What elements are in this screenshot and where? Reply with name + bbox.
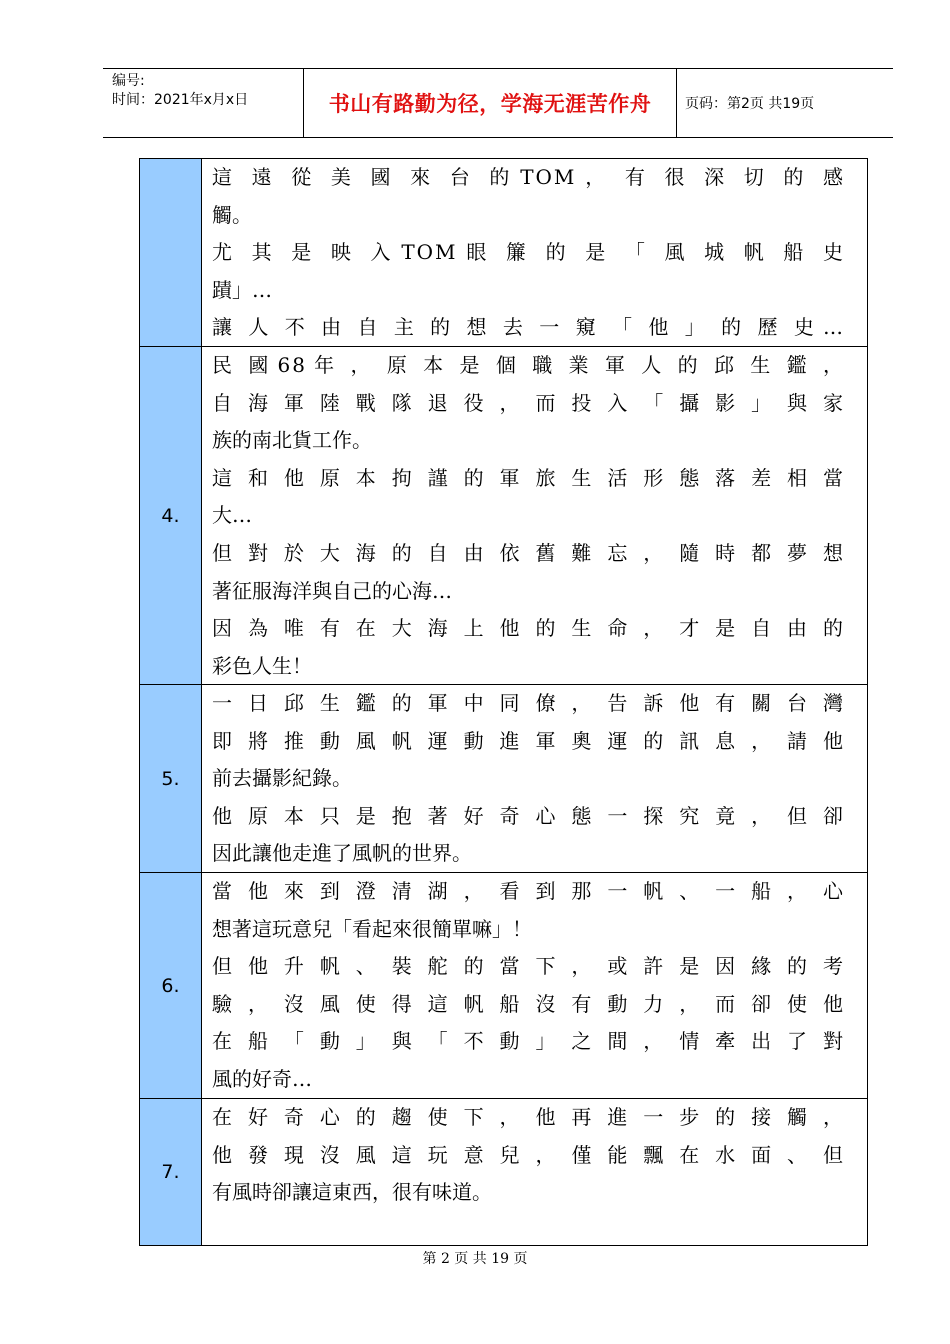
text-line: 風的好奇… [212, 1066, 312, 1091]
row-number-cell: 5. [140, 685, 202, 872]
page-footer: 第 2 页 共 19 页 [422, 1251, 528, 1267]
text-line: 蹟」… [212, 277, 272, 302]
text-line: 彩色人生！ [212, 653, 312, 678]
text-line: 前去攝影紀錄。 [212, 766, 352, 791]
text-line: 即 將 推 動 風 帆 運 動 進 軍 奧 運 的 訊 息 ， 請 他 [212, 728, 843, 753]
text-line: 民 國 6 8 年 ， 原 本 是 個 職 業 軍 人 的 邱 生 鑑 ， [212, 353, 843, 377]
row-number-cell: 4. [140, 347, 202, 684]
text-line: 尤 其 是 映 入 T O M 眼 簾 的 是 「 風 城 帆 船 史 [212, 240, 843, 265]
row-number-cell [140, 159, 202, 346]
text-line: 大… [212, 503, 252, 528]
time-label: 时间：2021年x月x日 [112, 92, 249, 108]
text-line: 但 他 升 帆 、 裝 舵 的 當 下 ， 或 許 是 因 緣 的 考 [212, 954, 843, 979]
row-number-cell: 6. [140, 873, 202, 1098]
text-line: 在 好 奇 心 的 趨 使 下 ， 他 再 進 一 步 的 接 觸 ， [212, 1105, 843, 1129]
text-line: 想著這玩意兒「看起來很簡單嘛」！ [212, 916, 532, 941]
text-line: 因此讓他走進了風帆的世界。 [212, 841, 472, 866]
content-table [139, 158, 868, 1246]
row-text-cell [202, 347, 867, 685]
header-page-label: 页码：第2页 共19页 [685, 96, 815, 112]
text-line: 他 發 現 沒 風 這 玩 意 兒 ， 僅 能 飄 在 水 面 、 但 [212, 1142, 843, 1167]
text-line: 一 日 邱 生 鑑 的 軍 中 同 僚 ， 告 訴 他 有 關 台 灣 [212, 691, 843, 715]
table-row [140, 159, 867, 347]
text-line: 這 遠 從 美 國 來 台 的 T O M ， 有 很 深 切 的 感 [212, 165, 843, 189]
code-label: 编号: [112, 73, 145, 89]
text-line: 有風時卻讓這東西，很有味道。 [212, 1180, 492, 1205]
text-line: 在 船 「 動 」 與 「 不 動 」 之 間 ， 情 牽 出 了 對 [212, 1029, 843, 1054]
text-line: 當 他 來 到 澄 清 湖 ， 看 到 那 一 帆 、 一 船 ， 心 [212, 879, 843, 903]
text-line: 族的南北貨工作。 [212, 428, 372, 453]
text-line: 這 和 他 原 本 拘 謹 的 軍 旅 生 活 形 態 落 差 相 當 [212, 465, 843, 490]
page-header [103, 68, 893, 138]
header-meta [103, 69, 304, 137]
text-line: 因 為 唯 有 在 大 海 上 他 的 生 命 ， 才 是 自 由 的 [212, 616, 843, 641]
row-number-cell: 7. [140, 1099, 202, 1245]
table-row [140, 685, 867, 873]
row-text-cell [202, 159, 867, 347]
table-row [140, 347, 867, 685]
table-row [140, 1099, 867, 1245]
text-line: 讓 人 不 由 自 主 的 想 去 一 窺 「 他 」 的 歷 史 … [212, 315, 843, 340]
text-line: 他 原 本 只 是 抱 著 好 奇 心 態 一 探 究 竟 ， 但 卻 [212, 803, 843, 828]
row-text-cell [202, 1099, 867, 1212]
header-motto: 书山有路勤为径，学海无涯苦作舟 [304, 69, 677, 137]
text-line: 著征服海洋與自己的心海… [212, 578, 452, 603]
text-line: 但 對 於 大 海 的 自 由 依 舊 難 忘 ， 隨 時 都 夢 想 [212, 540, 843, 565]
text-line: 觸。 [212, 202, 252, 227]
table-row [140, 873, 867, 1099]
row-text-cell [202, 685, 867, 873]
text-line: 自 海 軍 陸 戰 隊 退 役 ， 而 投 入 「 攝 影 」 與 家 [212, 390, 843, 415]
row-text-cell [202, 873, 867, 1099]
text-line: 驗 ， 沒 風 使 得 這 帆 船 沒 有 動 力 ， 而 卻 使 他 [212, 991, 843, 1016]
